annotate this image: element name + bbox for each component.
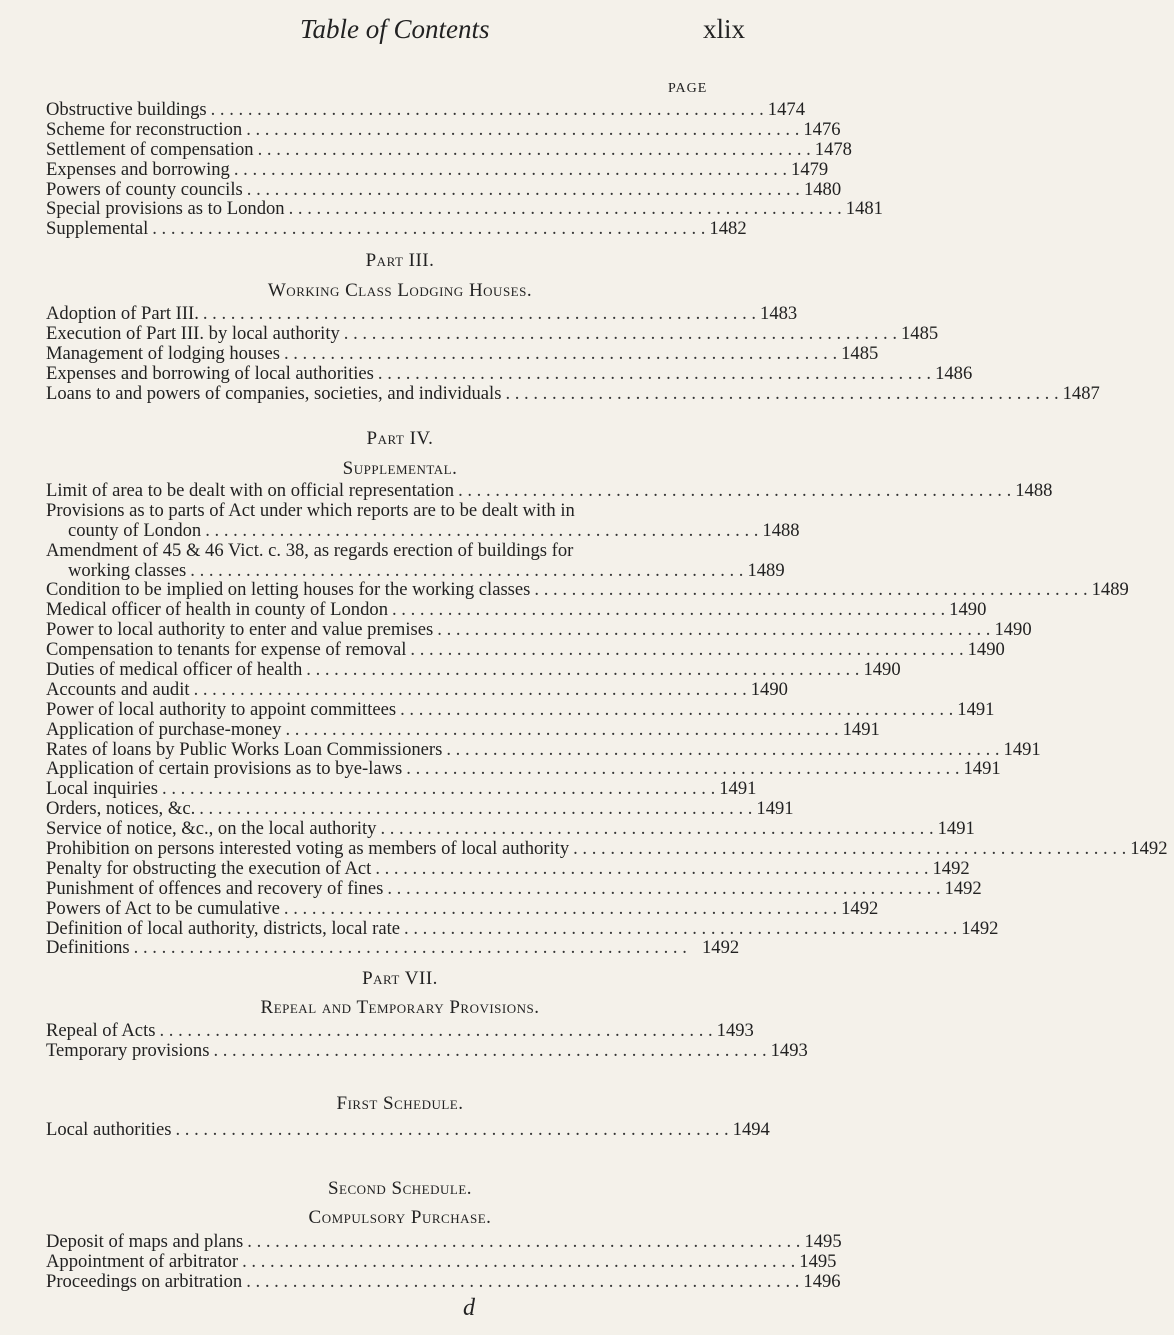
toc-entry-title: Repeal of Acts <box>46 1020 156 1041</box>
toc-entry-page: 1491 <box>963 758 1001 780</box>
toc-entry <box>46 579 1129 601</box>
toc-entry-title: Deposit of maps and plans <box>46 1231 244 1252</box>
toc-entry <box>46 599 987 621</box>
toc-entry-title: Powers of county councils <box>46 178 243 200</box>
toc-entry-title: Settlement of compensation <box>46 138 254 160</box>
toc-entry-title: Provisions as to parts of Act under which reports are to be dealt with in <box>46 499 575 521</box>
dot-leader: . . . . . . . . . . . . . . . . . . . . . . . . . . . . . . . . . . . . . . . . . . . . . . . . . . . . . . . . . . . . <box>406 758 960 780</box>
toc-entry-title: Rates of loans by Public Works Loan Commissioners <box>46 738 443 760</box>
dot-leader: . . . . . . . . . . . . . . . . . . . . . . . . . . . . . . . . . . . . . . . . . . . . . . . . . . . . . . . . . . . . <box>283 897 838 919</box>
dot-leader: . . . . . . . . . . . . . . . . . . . . . . . . . . . . . . . . . . . . . . . . . . . . . . . . . . . . . . . . . . . . <box>199 798 753 820</box>
toc-entry-title: Local authorities <box>46 1119 172 1140</box>
toc-entry-title: Compensation to tenants for expense of removal <box>46 639 407 661</box>
toc-entry-page: 1494 <box>732 1119 770 1140</box>
dot-leader: . . . . . . . . . . . . . . . . . . . . . . . . . . . . . . . . . . . . . . . . . . . . . . . . . . . . . . . . . . . . <box>437 619 991 641</box>
part-4-subheading: Supplemental. <box>342 458 458 479</box>
toc-entry <box>46 303 798 324</box>
toc-entry-page: 1485 <box>841 342 879 364</box>
toc-entry <box>46 99 805 120</box>
dot-leader: . . . . . . . . . . . . . . . . . . . . . . . . . . . . . . . . . . . . . . . . . . . . . . . . . . . . . . . . . . . . <box>257 138 811 160</box>
dot-leader: . . . . . . . . . . . . . . . . . . . . . . . . . . . . . . . . . . . . . . . . . . . . . . . . . . . . . . . . . . . . <box>210 99 764 120</box>
dot-leader: . . . . . . . . . . . . . . . . . . . . . . . . . . . . . . . . . . . . . . . . . . . . . . . . . . . . . . . . . . . . <box>175 1119 729 1140</box>
dot-leader: . . . . . . . . . . . . . . . . . . . . . . . . . . . . . . . . . . . . . . . . . . . . . . . . . . . . . . . . . . . . <box>288 198 842 220</box>
second-schedule-subheading: Compulsory Purchase. <box>308 1207 492 1228</box>
toc-entry-title: Power of local authority to appoint committees <box>46 698 397 720</box>
dot-leader: . . . . . . . . . . . . . . . . . . . . . . . . . . . . . . . . . . . . . . . . . . . . . . . . . . . . . . . . . . . . <box>246 1270 800 1292</box>
dot-leader: . . . . . . . . . . . . . . . . . . . . . . . . . . . . . . . . . . . . . . . . . . . . . . . . . . . . . . . . . . . . <box>190 559 744 581</box>
toc-entry-title: Powers of Act to be cumulative <box>46 897 280 919</box>
dot-leader: . . . . . . . . . . . . . . . . . . . . . . . . . . . . . . . . . . . . . . . . . . . . . . . . . . . . . . . . . . . . <box>534 579 1088 601</box>
toc-entry-title: Condition to be implied on letting houses for the working classes <box>46 579 531 601</box>
dot-leader: . . . . . . . . . . . . . . . . . . . . . . . . . . . . . . . . . . . . . . . . . . . . . . . . . . . . . . . . . . . . <box>392 599 946 621</box>
toc-entry <box>46 1231 842 1252</box>
toc-entry-title: Application of certain provisions as to bye-laws <box>46 758 403 780</box>
toc-entry-title: Limit of area to be dealt with on official representation <box>46 480 455 501</box>
toc-entry-continuation <box>46 519 800 541</box>
toc-entry <box>46 639 1005 661</box>
toc-entry-page: 1490 <box>967 639 1005 661</box>
toc-entry-page: 1481 <box>845 198 883 220</box>
toc-entry <box>46 877 982 899</box>
part-3-entries <box>46 303 1100 404</box>
toc-entry-page: 1488 <box>762 519 800 541</box>
toc-entry <box>46 219 746 239</box>
toc-entry <box>46 857 970 879</box>
toc-entry-page: 1489 <box>1091 579 1129 601</box>
part-4-entries <box>46 480 1168 959</box>
toc-entry-title: Appointment of arbitrator <box>46 1250 239 1272</box>
dot-leader: . . . . . . . . . . . . . . . . . . . . . . . . . . . . . . . . . . . . . . . . . . . . . . . . . . . . . . . . . . . . <box>458 480 1012 501</box>
dot-leader: . . . . . . . . . . . . . . . . . . . . . . . . . . . . . . . . . . . . . . . . . . . . . . . . . . . . . . . . . . . . <box>205 519 759 541</box>
toc-entry <box>46 362 973 384</box>
dot-leader: . . . . . . . . . . . . . . . . . . . . . . . . . . . . . . . . . . . . . . . . . . . . . . . . . . . . . . . . . . . . <box>410 639 964 661</box>
toc-entry-title: Accounts and audit <box>46 678 190 700</box>
toc-entry-title: Application of purchase-money <box>46 718 282 740</box>
dot-leader: . . . . . . . . . . . . . . . . . . . . . . . . . . . . . . . . . . . . . . . . . . . . . . . . . . . . . . . . . . . . <box>306 659 860 681</box>
toc-entry <box>46 178 842 200</box>
toc-entry-page: 1493 <box>716 1020 754 1041</box>
toc-entry-title: Penalty for obstructing the execution of Act <box>46 857 372 879</box>
toc-entry-page: 1491 <box>1003 738 1041 760</box>
toc-entry-title: Duties of medical officer of health <box>46 659 303 681</box>
toc-entry-page: 1478 <box>814 138 852 160</box>
toc-entry <box>46 917 999 939</box>
toc-entry <box>46 1119 770 1140</box>
toc-entry <box>46 798 794 820</box>
page-number-roman: xlix <box>703 14 746 44</box>
part-7-entries <box>46 1020 808 1061</box>
toc-entry-title: Obstructive buildings <box>46 99 207 120</box>
toc-entry-title: Loans to and powers of companies, societies, and individuals <box>46 382 502 404</box>
toc-entry-title: Prohibition on persons interested voting as members of local authority <box>46 838 570 860</box>
toc-entry <box>46 659 901 681</box>
toc-entry-page: 1487 <box>1062 382 1100 404</box>
second-schedule-entries <box>46 1231 842 1292</box>
dot-leader: . . . . . . . . . . . . . . . . . . . . . . . . . . . . . . . . . . . . . . . . . . . . . . . . . . . . . . . . . . . . <box>505 382 1059 404</box>
toc-entry-title: Definitions <box>46 937 130 959</box>
toc-entry-page: 1489 <box>747 559 785 581</box>
dot-leader: . . . . . . . . . . . . . . . . . . . . . . . . . . . . . . . . . . . . . . . . . . . . . . . . . . . . . . . . . . . . <box>375 857 929 879</box>
dot-leader: . . . . . . . . . . . . . . . . . . . . . . . . . . . . . . . . . . . . . . . . . . . . . . . . . . . . . . . . . . . . <box>242 1250 796 1272</box>
toc-entry-page: 1490 <box>949 599 987 621</box>
toc-entry-continuation <box>46 559 785 581</box>
toc-entry-page: 1480 <box>803 178 842 200</box>
toc-entry <box>46 1020 754 1041</box>
toc-entry <box>46 897 879 919</box>
dot-leader: . . . . . . . . . . . . . . . . . . . . . . . . . . . . . . . . . . . . . . . . . . . . . . . . . . . . . . . . . . . . <box>400 698 954 720</box>
toc-entry-page: 1491 <box>957 698 995 720</box>
toc-entry <box>46 342 879 364</box>
toc-entry <box>46 938 746 958</box>
toc-entry-page: 1488 <box>1015 480 1053 501</box>
toc-entry <box>46 480 1053 501</box>
first-schedule-heading: First Schedule. <box>336 1093 464 1114</box>
toc-entry-title: Execution of Part III. by local authority <box>46 322 340 344</box>
part-4-heading: Part IV. <box>366 428 434 449</box>
toc-entry <box>46 382 1100 404</box>
toc-entry-title: Expenses and borrowing <box>46 158 230 180</box>
toc-entry-page: 1490 <box>750 678 788 700</box>
toc-entry <box>46 1270 841 1292</box>
toc-entry-title: Service of notice, &c., on the local authority <box>46 818 377 840</box>
dot-leader: . . . . . . . . . . . . . . . . . . . . . . . . . . . . . . . . . . . . . . . . . . . . . . . . . . . . . . . . . . . . <box>133 937 687 959</box>
toc-entry <box>46 198 883 220</box>
toc-entry <box>46 738 1041 760</box>
toc-entry <box>46 619 1032 641</box>
running-header <box>0 14 800 54</box>
part-3-subheading: Working Class Lodging Houses. <box>267 280 533 301</box>
dot-leader: . . . . . . . . . . . . . . . . . . . . . . . . . . . . . . . . . . . . . . . . . . . . . . . . . . . . . . . . . . . . <box>213 1039 767 1061</box>
toc-entry-page: 1491 <box>842 718 880 740</box>
toc-entry <box>46 1250 837 1272</box>
toc-entry <box>46 718 880 740</box>
toc-entry-title: Local inquiries <box>46 778 159 800</box>
toc-entry <box>46 678 788 700</box>
first-schedule-entries <box>46 1119 770 1140</box>
toc-entry-title-continued: county of London <box>68 519 202 541</box>
dot-leader: . . . . . . . . . . . . . . . . . . . . . . . . . . . . . . . . . . . . . . . . . . . . . . . . . . . . . . . . . . . . <box>202 303 757 324</box>
toc-entry-page: 1495 <box>804 1231 842 1252</box>
dot-leader: . . . . . . . . . . . . . . . . . . . . . . . . . . . . . . . . . . . . . . . . . . . . . . . . . . . . . . . . . . . . <box>343 322 897 344</box>
toc-entry-title: Medical officer of health in county of London <box>46 599 388 621</box>
dot-leader: . . . . . . . . . . . . . . . . . . . . . . . . . . . . . . . . . . . . . . . . . . . . . . . . . . . . . . . . . . . . <box>387 877 941 899</box>
toc-entry-title: Orders, notices, &c. <box>46 798 196 820</box>
toc-entry <box>46 838 1168 860</box>
dot-leader: . . . . . . . . . . . . . . . . . . . . . . . . . . . . . . . . . . . . . . . . . . . . . . . . . . . . . . . . . . . . <box>377 362 932 384</box>
dot-leader: . . . . . . . . . . . . . . . . . . . . . . . . . . . . . . . . . . . . . . . . . . . . . . . . . . . . . . . . . . . . <box>246 178 800 200</box>
toc-entry <box>46 1039 808 1061</box>
signature-mark: d <box>463 1295 475 1321</box>
dot-leader: . . . . . . . . . . . . . . . . . . . . . . . . . . . . . . . . . . . . . . . . . . . . . . . . . . . . . . . . . . . . <box>247 1231 801 1252</box>
toc-entry <box>46 818 975 840</box>
toc-entry-page: 1493 <box>770 1039 808 1061</box>
toc-entry-title: Supplemental <box>46 218 149 240</box>
toc-entry-page: 1482 <box>709 218 747 240</box>
toc-entry-page: 1474 <box>767 99 805 120</box>
toc-entry-title: Special provisions as to London <box>46 198 285 220</box>
toc-entry-page: 1483 <box>760 303 798 324</box>
toc-entry <box>46 758 1001 780</box>
toc-entry <box>46 698 995 720</box>
toc-entry-page: 1492 <box>961 917 999 939</box>
intro-entries <box>46 99 883 240</box>
toc-entry-page: 1492 <box>841 897 879 919</box>
toc-entry-page: 1490 <box>863 659 901 681</box>
toc-entry-page: 1479 <box>791 158 829 180</box>
toc-entry <box>46 118 841 140</box>
toc-entry-title: Management of lodging houses <box>46 342 280 364</box>
dot-leader: . . . . . . . . . . . . . . . . . . . . . . . . . . . . . . . . . . . . . . . . . . . . . . . . . . . . . . . . . . . . <box>162 778 716 800</box>
toc-entry <box>46 158 829 180</box>
dot-leader: . . . . . . . . . . . . . . . . . . . . . . . . . . . . . . . . . . . . . . . . . . . . . . . . . . . . . . . . . . . . <box>193 678 747 700</box>
toc-entry <box>46 501 746 521</box>
toc-entry <box>46 138 852 160</box>
dot-leader: . . . . . . . . . . . . . . . . . . . . . . . . . . . . . . . . . . . . . . . . . . . . . . . . . . . . . . . . . . . . <box>573 838 1127 860</box>
dot-leader: . . . . . . . . . . . . . . . . . . . . . . . . . . . . . . . . . . . . . . . . . . . . . . . . . . . . . . . . . . . . <box>404 917 958 939</box>
toc-entry-page: 1491 <box>719 778 757 800</box>
dot-leader: . . . . . . . . . . . . . . . . . . . . . . . . . . . . . . . . . . . . . . . . . . . . . . . . . . . . . . . . . . . . <box>233 158 788 180</box>
toc-entry-title: Proceedings on arbitration <box>46 1270 243 1292</box>
toc-entry-title: Definition of local authority, districts, local rate <box>46 917 401 939</box>
toc-entry <box>46 778 757 800</box>
dot-leader: . . . . . . . . . . . . . . . . . . . . . . . . . . . . . . . . . . . . . . . . . . . . . . . . . . . . . . . . . . . . <box>159 1020 713 1041</box>
dot-leader: . . . . . . . . . . . . . . . . . . . . . . . . . . . . . . . . . . . . . . . . . . . . . . . . . . . . . . . . . . . . <box>246 118 800 140</box>
toc-entry-page: 1492 <box>702 937 740 959</box>
toc-entry-page: 1492 <box>944 877 982 899</box>
toc-entry-page: 1485 <box>900 322 939 344</box>
page-column-label: PAGE <box>668 81 708 96</box>
running-title: Table of Contents <box>300 14 490 44</box>
toc-entry-page: 1495 <box>799 1250 837 1272</box>
toc-entry <box>46 322 939 344</box>
toc-entry-page: 1491 <box>937 818 975 840</box>
toc-entry-title-continued: working classes <box>68 559 187 581</box>
second-schedule-heading: Second Schedule. <box>327 1178 473 1199</box>
toc-entry-title: Amendment of 45 & 46 Vict. c. 38, as regards erection of buildings for <box>46 539 574 561</box>
toc-entry-page: 1492 <box>1130 838 1168 860</box>
dot-leader: . . . . . . . . . . . . . . . . . . . . . . . . . . . . . . . . . . . . . . . . . . . . . . . . . . . . . . . . . . . . <box>380 818 934 840</box>
toc-entry <box>46 541 746 561</box>
dot-leader: . . . . . . . . . . . . . . . . . . . . . . . . . . . . . . . . . . . . . . . . . . . . . . . . . . . . . . . . . . . . <box>285 718 839 740</box>
toc-entry-page: 1491 <box>756 798 794 820</box>
part-7-heading: Part VII. <box>362 968 438 989</box>
part-7-subheading: Repeal and Temporary Provisions. <box>260 997 540 1018</box>
toc-entry-page: 1490 <box>994 619 1032 641</box>
toc-entry-title: Power to local authority to enter and value premises <box>46 619 434 641</box>
toc-entry-page: 1486 <box>935 362 973 384</box>
toc-entry-title: Scheme for reconstruction <box>46 118 243 140</box>
part-3-heading: Part III. <box>365 250 435 271</box>
dot-leader: . . . . . . . . . . . . . . . . . . . . . . . . . . . . . . . . . . . . . . . . . . . . . . . . . . . . . . . . . . . . <box>446 738 1000 760</box>
toc-entry-page: 1492 <box>932 857 970 879</box>
toc-entry-page: 1476 <box>803 118 841 140</box>
toc-entry-title: Adoption of Part III. <box>46 303 199 324</box>
dot-leader: . . . . . . . . . . . . . . . . . . . . . . . . . . . . . . . . . . . . . . . . . . . . . . . . . . . . . . . . . . . . <box>152 218 706 240</box>
dot-leader: . . . . . . . . . . . . . . . . . . . . . . . . . . . . . . . . . . . . . . . . . . . . . . . . . . . . . . . . . . . . <box>283 342 838 364</box>
toc-entry-title: Punishment of offences and recovery of fines <box>46 877 384 899</box>
toc-entry-page: 1496 <box>803 1270 841 1292</box>
toc-entry-title: Expenses and borrowing of local authorities <box>46 362 374 384</box>
toc-entry-title: Temporary provisions <box>46 1039 210 1061</box>
